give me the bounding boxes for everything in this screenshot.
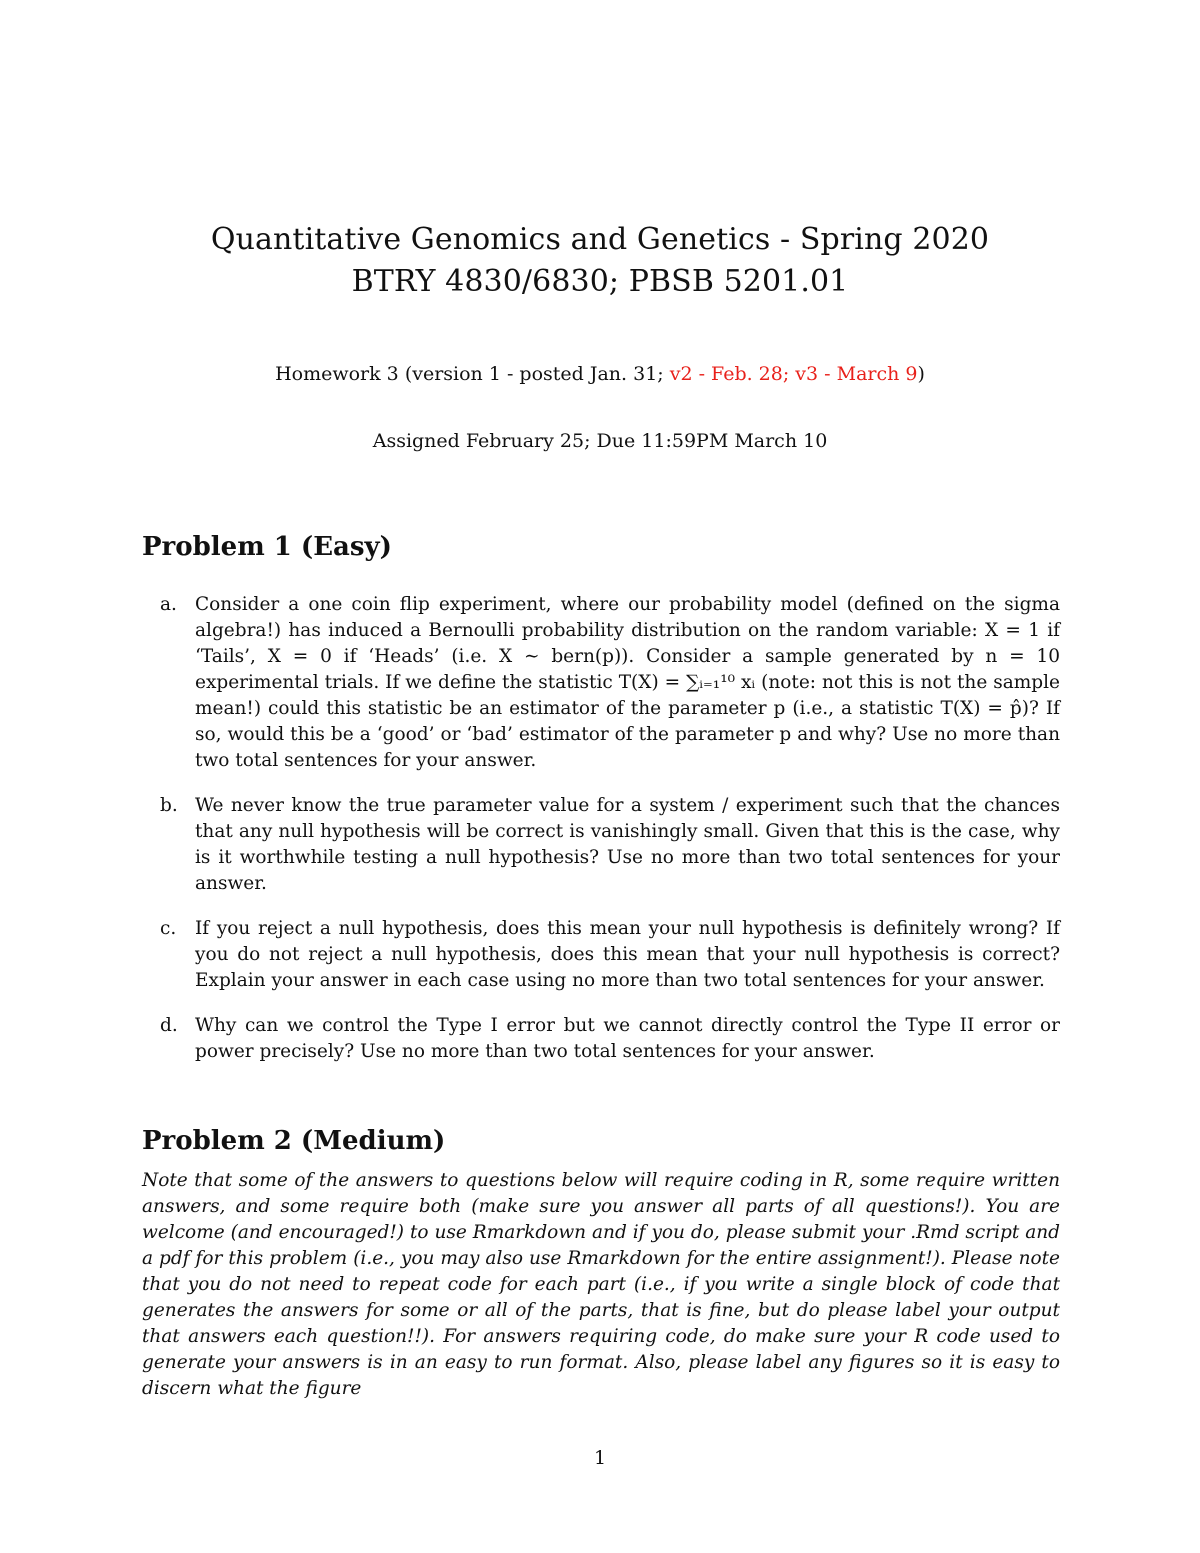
item-text: Consider a one coin flip experiment, where our probability model (defined on the sigma algebra!) has induced a Bernoulli probability distribution on the random variable: X = 1 if ‘Tails’, X = 0 if ‘Heads’ (i.e. X ∼ bern(p)). Consider a sample generated by n = 10 experimental trials. If we define the statistic T(X) = ∑ᵢ₌₁¹⁰ xᵢ (note: not this is not the sample mean!) could this statistic be an estimator of the parameter p (i.e., a statistic T(X) = p̂)? If so, would this be a ‘good’ or ‘bad’ estimator of the parameter p and why? Use no more than two total sentences for your answer. [195,594,1060,771]
problem-2-heading: Problem 2 (Medium) [142,1126,446,1156]
item-text: Why can we control the Type I error but we cannot directly control the Type II error or power precisely? Use no more than two total sentences for your answer. [195,1015,1060,1062]
assignment-dates: Assigned February 25; Due 11:59PM March 10 [372,430,828,452]
item-text: We never know the true parameter value for a system / experiment such that the chances that any null hypothesis will be correct is vanishingly small. Given that this is the case, why is it worthwhile testing a null hypothesis? Use no more than two total sentences for your answer. [195,795,1060,894]
item-marker: d. [160,1015,178,1036]
course-title: Quantitative Genomics and Genetics - Spring 2020 [210,222,990,257]
item-marker: c. [160,918,177,939]
problem-2-note: Note that some of the answers to questions below will require coding in R, some require written answers, and some require both (make sure you answer all parts of all questions!). You are welcome (and encouraged!) to use Rmarkdown and if you do, please submit your .Rmd script and a pdf for this problem (i.e., you may also use Rmarkdown for the entire assignment!). Please note that you do not need to repeat code for each part (i.e., if you write a single block of code that generates the answers for some or all of the parts, that is fine, but do please label your output that answers each question!!). For answers requiring code, do make sure your R code used to generate your answers is in an easy to run format. Also, please label any figures so it is easy to discern what the figure [142,1170,1060,1399]
homework-version-text: Homework 3 (version 1 - posted Jan. 31; [275,363,670,385]
revision-dates: v2 - Feb. 28; v3 - March 9 [669,363,918,385]
homework-version-line [0,361,1200,387]
item-marker: a. [160,594,177,615]
problem-1-heading: Problem 1 (Easy) [142,532,392,562]
problem-1b [142,793,1060,897]
problem-1d [142,1013,1060,1065]
problem-1a [142,592,1060,774]
item-text: If you reject a null hypothesis, does this mean your null hypothesis is definitely wrong? If you do not reject a null hypothesis, does this mean that your null hypothesis is correct? Explain your answer in each case using no more than two total sentences for your answer. [195,918,1060,991]
item-marker: b. [160,795,178,816]
page-number: 1 [593,1447,607,1469]
problem-1-list [142,592,1060,1084]
problem-1c [142,916,1060,994]
course-codes: BTRY 4830/6830; PBSB 5201.01 [351,264,849,299]
homework-version-close: ) [917,363,925,385]
